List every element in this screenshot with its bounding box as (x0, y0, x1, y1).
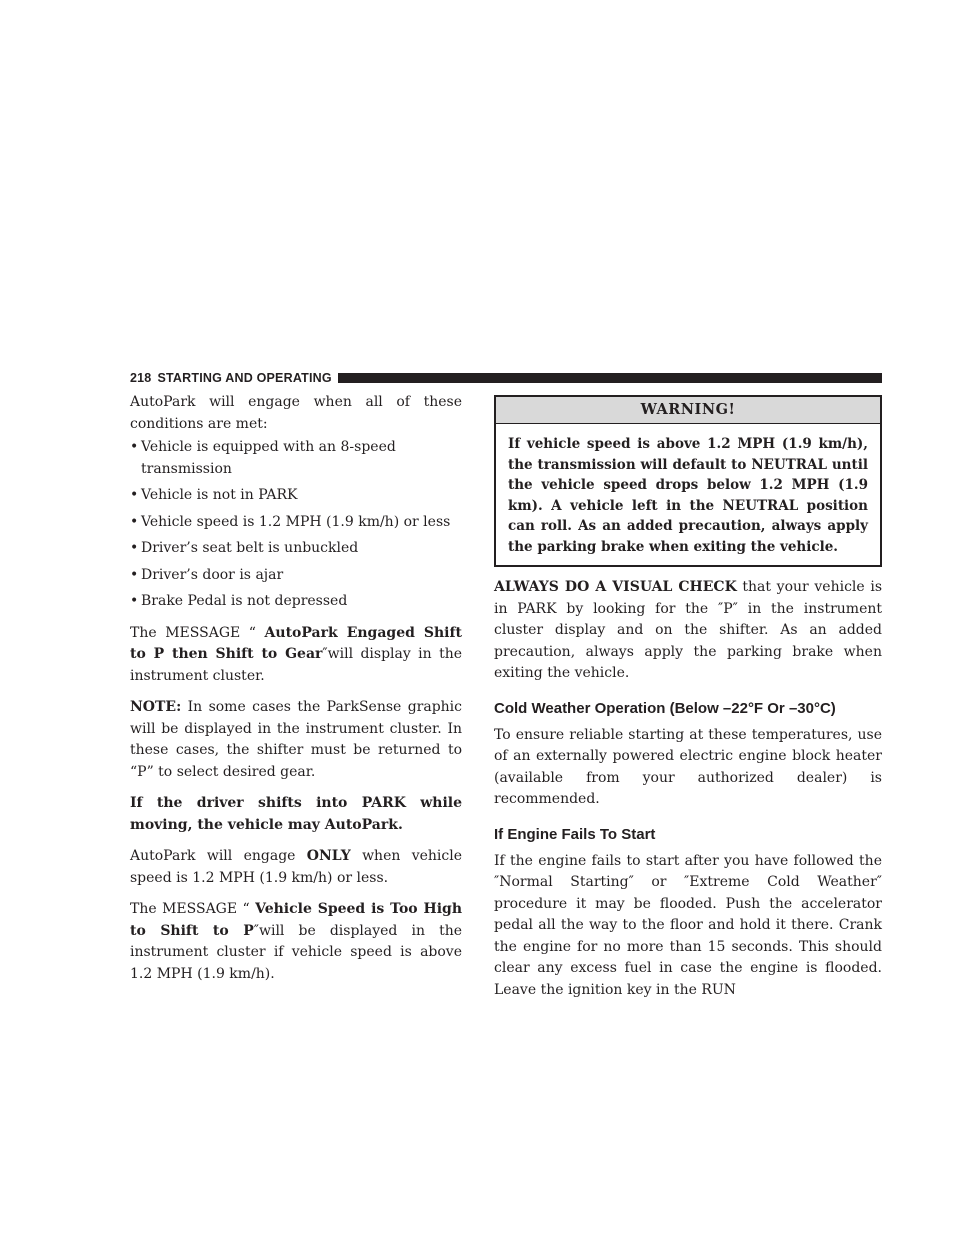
cold-weather-heading: Cold Weather Operation (Below –22°F Or –30°C) (494, 699, 836, 717)
cold-weather-paragraph: To ensure reliable starting at these temperatures, use of an externally powered electric engine block heater (available from your authorized dealer) is recommended. (494, 726, 882, 807)
list-item: • Brake Pedal is not depressed (130, 591, 462, 613)
conditions-list (130, 437, 462, 613)
list-item: • Vehicle speed is 1.2 MPH (1.9 km/h) or less (130, 512, 462, 534)
intro-paragraph: AutoPark will engage when all of these conditions are met: (130, 394, 462, 432)
note-text: In some cases the ParkSense graphic will be displayed in the instrument cluster. In these cases, the shifter must be returned to “P” to select desired gear. (130, 699, 463, 780)
text-span: The MESSAGE “ (130, 624, 265, 641)
bold-message: AutoPark Engaged Shift to P then Shift to Gear (130, 624, 462, 662)
list-item: • Vehicle is equipped with an 8-speed transmission (130, 437, 462, 480)
header-rule (338, 373, 882, 383)
message-paragraph-1 (130, 623, 462, 688)
bold-only: ONLY (306, 848, 351, 864)
text-span: The MESSAGE “ (130, 901, 256, 917)
text-span: ″will display in the instrument cluster. (130, 646, 462, 684)
right-column (494, 392, 882, 1001)
note-label: NOTE: (130, 699, 182, 715)
warning-text: If vehicle speed is above 1.2 MPH (1.9 km/h), the transmission will default to NEUTRAL until the vehicle speed drops below 1.2 MPH (1.9 km). A vehicle left in the NEUTRAL position can roll. As an added precaution, always apply the parking brake when exiting the vehicle. (508, 436, 868, 555)
text-span: when vehicle speed is 1.2 MPH (1.9 km/h) or less. (130, 848, 463, 886)
page-header (130, 371, 882, 385)
engine-fails-heading: If Engine Fails To Start (494, 825, 656, 843)
page-number: 218 (130, 371, 152, 385)
message-paragraph-2 (130, 899, 462, 985)
visual-check-paragraph (494, 577, 882, 685)
text-span: that your vehicle is in PARK by looking for the ″P″ in the instrument cluster display and on the shifter. As an added precaution, always apply the parking brake when exiting the vehicle. (494, 579, 883, 681)
only-paragraph (130, 846, 462, 889)
section-title: STARTING AND OPERATING (157, 371, 332, 385)
list-item: • Driver’s door is ajar (130, 565, 462, 587)
bold-paragraph: If the driver shifts into PARK while moving, the vehicle may AutoPark. (130, 795, 462, 833)
bold-check: ALWAYS DO A VISUAL CHECK (494, 579, 737, 595)
list-item: • Driver’s seat belt is unbuckled (130, 538, 462, 560)
left-column (130, 392, 462, 985)
note-paragraph (130, 697, 462, 783)
bold-message: Vehicle Speed is Too High to Shift to P (130, 901, 463, 939)
text-span: AutoPark will engage (130, 848, 307, 864)
text-span: ″will be displayed in the instrument cluster if vehicle speed is above 1.2 MPH (1.9 km/h). (130, 922, 462, 982)
list-item: • Vehicle is not in PARK (130, 485, 462, 507)
warning-box (494, 395, 882, 567)
warning-title: WARNING! (496, 397, 880, 424)
engine-fails-paragraph: If the engine fails to start after you have followed the ″Normal Starting″ or ″Extreme Cold Weather″ procedure it may be flooded. Push the accelerator pedal all the way to the floor and hold it there. Crank the engine for no more than 15 seconds. This should clear any excess fuel in case the engine is flooded. Leave the ignition key in the RUN (494, 852, 882, 998)
